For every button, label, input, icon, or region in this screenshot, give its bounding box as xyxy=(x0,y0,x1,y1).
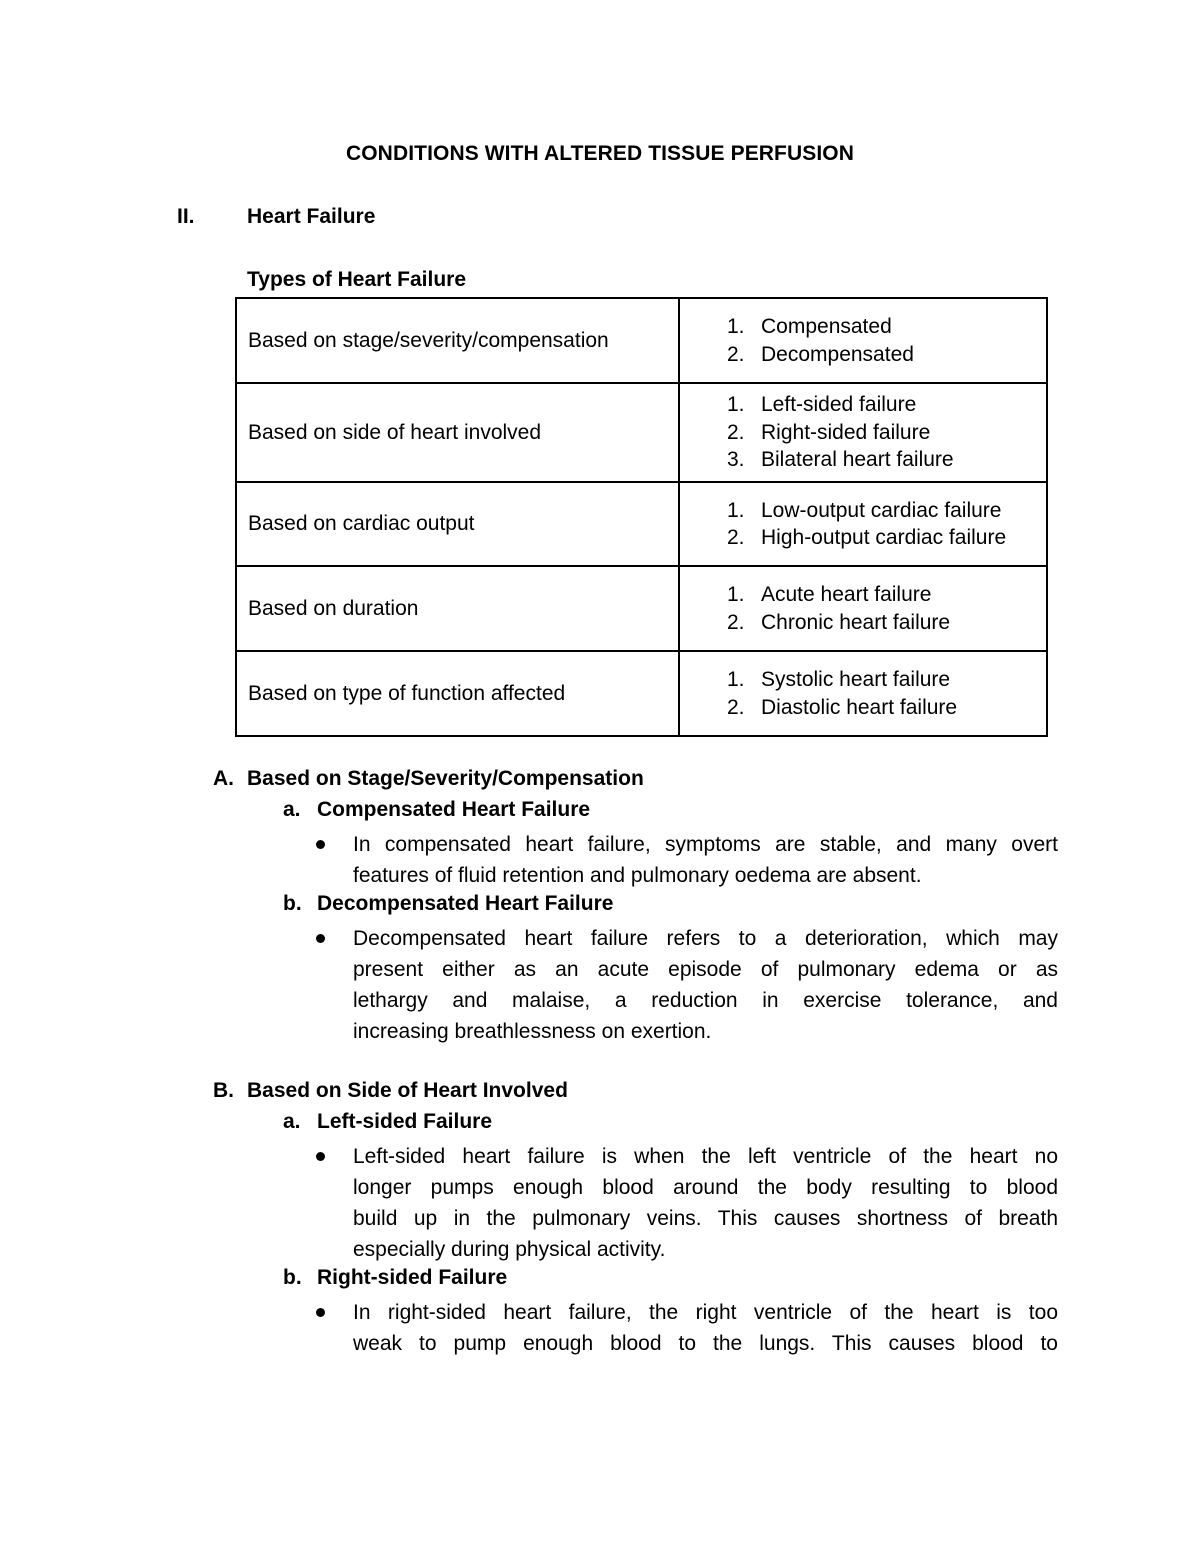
list-item: 2. High-output cardiac failure xyxy=(727,526,1007,549)
item-heading-decompensated: b. Decompensated Heart Failure xyxy=(283,892,614,915)
list-item: 2. Diastolic heart failure xyxy=(727,695,958,719)
table-row xyxy=(236,566,1047,651)
table-row xyxy=(236,383,1047,482)
paragraph: Left-sided heart failure is when the left ventricle of the heart no longer pumps enough blood around the body resulting to blood build up in the pulmonary veins. This causes shortness of breath especially during physical activity. xyxy=(353,1145,1058,1261)
list-item: 1. Acute heart failure xyxy=(727,583,932,606)
list-item: 2. Decompensated xyxy=(727,342,914,366)
table-cell-types xyxy=(679,566,1047,651)
item-heading-compensated: a. Compensated Heart Failure xyxy=(283,798,591,821)
list-item: 1. Low-output cardiac failure xyxy=(727,498,1002,522)
section-number: II. xyxy=(177,205,195,228)
list-item: 3. Bilateral heart failure xyxy=(727,448,954,472)
table-cell-types xyxy=(679,482,1047,566)
paragraph: In compensated heart failure, symptoms are stable, and many overt features of fluid retention and pulmonary oedema are absent. xyxy=(353,833,1058,887)
heart-failure-types-table xyxy=(235,297,1048,737)
item-heading-left-sided: a. Left-sided Failure xyxy=(283,1110,493,1133)
table-row xyxy=(236,298,1047,383)
paragraph: In right-sided heart failure, the right ventricle of the heart is too weak to pump enough blood to the lungs. This causes blood to xyxy=(353,1301,1058,1355)
item-heading-right-sided: b. Right-sided Failure xyxy=(283,1266,508,1289)
subsection-heading-b: B. Based on Side of Heart Involved xyxy=(213,1079,568,1102)
paragraph: Decompensated heart failure refers to a deterioration, which may present either as an acute episode of pulmonary edema or as lethargy and malaise, a reduction in exercise tolerance, and increasing breathlessness on exertion. xyxy=(353,927,1058,1043)
table-cell-types xyxy=(679,298,1047,383)
table-row xyxy=(236,482,1047,566)
subsection-heading-a: A. Based on Stage/Severity/Compensation xyxy=(213,767,644,790)
list-item: 1. Systolic heart failure xyxy=(727,668,951,691)
table-cell-basis: Based on stage/severity/compensation xyxy=(236,298,679,383)
list-item: 2. Right-sided failure xyxy=(727,420,931,444)
table-row xyxy=(236,651,1047,736)
list-item: 2. Chronic heart failure xyxy=(727,610,951,634)
section-title: Heart Failure xyxy=(247,205,376,228)
table-cell-types xyxy=(679,651,1047,736)
table-cell-basis: Based on duration xyxy=(236,566,679,651)
list-item: 1. Compensated xyxy=(727,315,892,338)
list-item: 1. Left-sided failure xyxy=(727,393,917,417)
document-title: CONDITIONS WITH ALTERED TISSUE PERFUSION xyxy=(345,142,854,165)
table-cell-basis: Based on cardiac output xyxy=(236,482,679,566)
table-cell-basis: Based on type of function affected xyxy=(236,651,679,736)
table-cell-basis: Based on side of heart involved xyxy=(236,383,679,482)
table-cell-types xyxy=(679,383,1047,482)
table-caption: Types of Heart Failure xyxy=(247,268,467,291)
